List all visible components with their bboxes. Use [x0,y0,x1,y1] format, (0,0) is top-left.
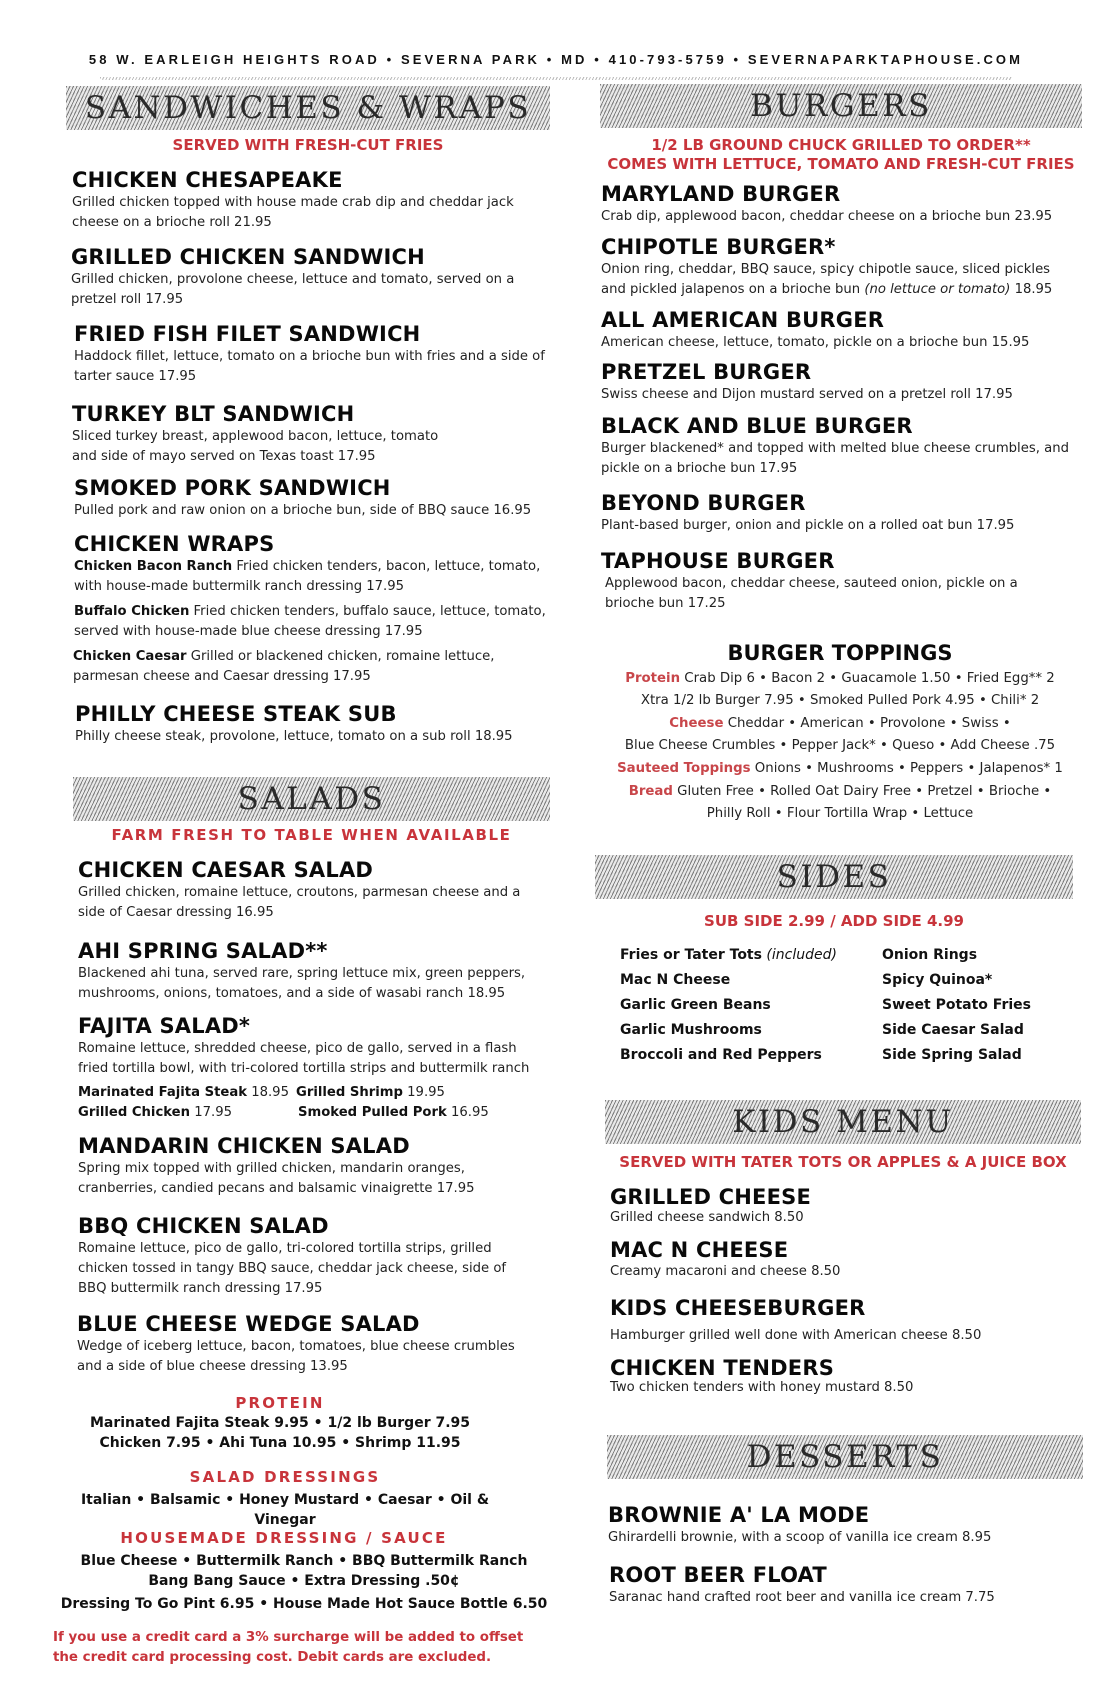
wrap-chicken-caesar [73,647,564,687]
menu-item-beyond-burger [601,491,1081,536]
menu-item-kids-cheeseburger [610,1296,1080,1346]
side-item: Spicy Quinoa* [882,972,993,988]
item-name: SMOKED PORK SANDWICH [74,476,391,500]
item-desc: Burger blackened* and topped with melted blue cheese crumbles, and pickle on a brioche bun 17.95 [601,441,1069,476]
item-desc: Grilled chicken topped with house made crab dip and cheddar jack cheese on a brioche roll 21.95 [72,195,514,230]
menu-item-grilled-chicken-sandwich [71,245,541,310]
item-name: BLUE CHEESE WEDGE SALAD [77,1312,420,1336]
menu-item-turkey-blt [72,402,547,467]
item-name: TURKEY BLT SANDWICH [72,402,355,426]
toppings-group-protein: Protein Crab Dip 6 • Bacon 2 • Guacamole 1.50 • Fried Egg** 2 Xtra 1/2 lb Burger 7.95 • Smoked Pulled Pork 4.95 • Chili* 2 [625,671,1055,708]
toppings-group-sauteed: Sauteed Toppings Onions • Mushrooms • Peppers • Jalapenos* 1 [617,761,1063,776]
item-desc: Blackened ahi tuna, served rare, spring lettuce mix, green peppers, mushrooms, onions, tomatoes, and a side of wasabi ranch 18.95 [78,966,526,1001]
credit-card-surcharge-notice [53,1628,573,1668]
fajita-option: Marinated Fajita Steak 18.95 [78,1085,289,1100]
item-name: BEYOND BURGER [601,491,806,515]
menu-item-pretzel-burger [601,360,1081,405]
desserts-banner [607,1435,1083,1479]
item-name: GRILLED CHEESE [610,1185,812,1209]
toppings-title: BURGER TOPPINGS [727,641,953,665]
side-item: Broccoli and Red Peppers [620,1047,822,1063]
item-desc: Philly cheese steak, provolone, lettuce, tomato on a sub roll 18.95 [75,729,513,744]
wrap-desc: Fried chicken tenders, buffalo sauce, lettuce, tomato, [189,604,546,619]
item-desc: Two chicken tenders with honey mustard 8.50 [610,1380,914,1395]
salads-subtitle: FARM FRESH TO TABLE WHEN AVAILABLE [111,826,512,844]
item-desc: Spring mix topped with grilled chicken, mandarin oranges, cranberries, candied pecans and balsamic vinaigrette 17.95 [78,1161,475,1196]
kids-banner [605,1100,1081,1144]
menu-item-smoked-pork [74,476,554,521]
wrap-label: Buffalo Chicken [74,604,190,619]
surcharge-line: If you use a credit card a 3% surcharge will be added to offset [53,1630,524,1645]
salad-protein-line: Chicken 7.95 • Ahi Tuna 10.95 • Shrimp 11.95 [99,1435,461,1451]
menu-item-kids-mac-n-cheese [610,1238,1080,1281]
item-desc: Swiss cheese and Dijon mustard served on a pretzel roll 17.95 [601,387,1013,402]
sandwiches-subtitle: SERVED WITH FRESH-CUT FRIES [172,136,444,154]
sides-title: SIDES [776,858,892,895]
menu-item-blue-cheese-wedge [77,1312,542,1377]
salad-dressings [60,1468,510,1530]
header-divider [100,77,1012,80]
item-name: KIDS CHEESEBURGER [610,1296,866,1320]
item-name: GRILLED CHICKEN SANDWICH [71,245,425,269]
item-name: CHIPOTLE BURGER* [601,235,836,259]
fajita-option: Grilled Chicken 17.95 [78,1105,232,1120]
sandwiches-banner [66,86,550,130]
menu-item-chipotle-burger [601,235,1081,300]
sandwiches-title: SANDWICHES & WRAPS [84,89,532,126]
menu-item-chicken-caesar-salad [78,858,538,923]
item-name: MARYLAND BURGER [601,182,841,206]
burgers-subtitle [598,136,1084,174]
item-desc: Applewood bacon, cheddar cheese, sauteed onion, pickle on a brioche bun 17.25 [605,576,1018,611]
burger-toppings [600,640,1080,824]
item-desc-line1: Sliced turkey breast, applewood bacon, lettuce, tomato [72,429,439,444]
menu-item-ahi-spring-salad [78,939,543,1004]
item-name: CHICKEN CHESAPEAKE [72,168,343,192]
menu-item-brownie-a-la-mode [608,1503,1088,1548]
housemade-line: Bang Bang Sauce • Extra Dressing .50¢ [148,1573,460,1589]
item-desc: American cheese, lettuce, tomato, pickle on a brioche bun 15.95 [601,335,1030,350]
menu-item-philly-cheese-steak [75,702,565,747]
housemade-dressing-title: HOUSEMADE DRESSING / SAUCE [120,1529,448,1547]
item-desc: Grilled chicken, provolone cheese, lettuce and tomato, served on a pretzel roll 17.95 [71,272,515,307]
surcharge-line: the credit card processing cost. Debit cards are excluded. [53,1650,492,1665]
menu-item-kids-grilled-cheese [610,1185,1080,1226]
side-item: Onion Rings [882,947,978,963]
menu-item-bbq-chicken-salad [78,1214,518,1299]
menu-item-taphouse-burger [601,549,1041,614]
wrap-chicken-bacon-ranch [74,557,564,597]
wrap-desc: Grilled or blackened chicken, romaine lettuce, [186,649,495,664]
menu-item-chicken-wraps [74,532,564,687]
item-name: ROOT BEER FLOAT [609,1563,827,1587]
side-item: Mac N Cheese [620,972,731,988]
salad-protein-title: PROTEIN [235,1394,325,1412]
item-desc: Crab dip, applewood bacon, cheddar cheese on a brioche bun 23.95 [601,209,1053,224]
wrap-desc: with house-made buttermilk ranch dressing 17.95 [74,579,405,594]
toppings-label: Protein [625,671,681,686]
item-desc: Pulled pork and raw onion on a brioche bun, side of BBQ sauce 16.95 [74,503,532,518]
item-name: TAPHOUSE BURGER [601,549,835,573]
item-name: FRIED FISH FILET SANDWICH [74,322,421,346]
burgers-subtitle-line: 1/2 LB GROUND CHUCK GRILLED TO ORDER** [651,136,1031,154]
item-desc: Grilled cheese sandwich 8.50 [610,1210,804,1225]
burgers-title: BURGERS [750,87,932,124]
kids-subtitle: SERVED WITH TATER TOTS OR APPLES & A JUICE BOX [619,1153,1067,1171]
item-desc: Haddock fillet, lettuce, tomato on a brioche bun with fries and a side of tarter sauce 17.95 [74,349,545,384]
item-name: BBQ CHICKEN SALAD [78,1214,329,1238]
restaurant-address: 58 W. EARLEIGH HEIGHTS ROAD • SEVERNA PARK • MD • 410-793-5759 • SEVERNAPARKTAPHOUSE.COM [88,52,1024,67]
item-name: MANDARIN CHICKEN SALAD [78,1134,410,1158]
menu-item-root-beer-float [609,1563,1089,1608]
wrap-desc: served with house-made blue cheese dressing 17.95 [74,624,423,639]
fajita-option: Grilled Shrimp 19.95 [296,1085,445,1100]
item-desc: Romaine lettuce, pico de gallo, tri-colored tortilla strips, grilled chicken tossed in tangy BBQ sauce, cheddar jack cheese, side of BBQ buttermilk ranch dressing 17.95 [78,1241,507,1296]
menu-item-mandarin-chicken-salad [78,1134,518,1199]
fajita-options [78,1083,548,1123]
menu-item-chicken-chesapeake [72,168,542,233]
item-name: ALL AMERICAN BURGER [601,308,885,332]
item-name: BROWNIE A' LA MODE [608,1503,870,1527]
menu-item-kids-chicken-tenders [610,1356,1080,1395]
side-item: Side Caesar Salad [882,1022,1024,1038]
toppings-label: Sauteed Toppings [617,761,751,776]
item-desc: Saranac hand crafted root beer and vanilla ice cream 7.75 [609,1590,995,1605]
item-desc-line2: and side of mayo served on Texas toast 17.95 [72,449,376,464]
wrap-label: Chicken Caesar [73,649,187,664]
menu-item-fried-fish-filet [74,322,549,387]
burgers-subtitle-line: COMES WITH LETTUCE, TOMATO AND FRESH-CUT FRIES [607,155,1075,173]
side-item: Sweet Potato Fries [882,997,1031,1013]
item-desc-line1: Onion ring, cheddar, BBQ sauce, spicy chipotle sauce, sliced pickles [601,262,1051,277]
kids-title: KIDS MENU [732,1103,954,1140]
housemade-line: Blue Cheese • Buttermilk Ranch • BBQ Buttermilk Ranch [80,1553,528,1569]
menu-item-black-and-blue-burger [601,414,1069,479]
wrap-label: Chicken Bacon Ranch [74,559,233,574]
salads-title: SALADS [237,780,386,817]
sides-banner [595,855,1073,899]
item-name: CHICKEN CAESAR SALAD [78,858,374,882]
wrap-buffalo-chicken [74,602,564,642]
item-name: MAC N CHEESE [610,1238,789,1262]
burgers-banner [600,84,1082,128]
item-desc: Ghirardelli brownie, with a scoop of vanilla ice cream 8.95 [608,1530,992,1545]
sides-subtitle: SUB SIDE 2.99 / ADD SIDE 4.99 [704,912,964,930]
menu-item-fajita-salad [78,1014,548,1123]
salad-dressings-title: SALAD DRESSINGS [189,1468,381,1486]
item-name: AHI SPRING SALAD** [78,939,328,963]
item-name: CHICKEN WRAPS [74,532,275,556]
wrap-desc: Fried chicken tenders, bacon, lettuce, tomato, [232,559,541,574]
side-item: Fries or Tater Tots (included) [620,947,837,963]
fajita-option: Smoked Pulled Pork 16.95 [298,1105,489,1120]
item-desc: Grilled chicken, romaine lettuce, croutons, parmesan cheese and a side of Caesar dressing 16.95 [78,885,521,920]
item-desc-line2: and pickled jalapenos on a brioche bun (no lettuce or tomato) 18.95 [601,282,1053,297]
desserts-title: DESSERTS [746,1438,944,1475]
item-name: FAJITA SALAD* [78,1014,251,1038]
salad-protein-line: Marinated Fajita Steak 9.95 • 1/2 lb Burger 7.95 [89,1415,471,1431]
item-name: CHICKEN TENDERS [610,1356,835,1380]
housemade-dressing [60,1529,548,1614]
item-desc: Hamburger grilled well done with American cheese 8.50 [610,1328,982,1343]
toppings-group-cheese: Cheese Cheddar • American • Provolone • Swiss • Blue Cheese Crumbles • Pepper Jack* • Queso • Add Cheese .75 [624,716,1056,753]
sides-list [620,945,1080,1066]
wrap-desc: parmesan cheese and Caesar dressing 17.95 [73,669,371,684]
side-item: Side Spring Salad [882,1047,1022,1063]
housemade-line: Dressing To Go Pint 6.95 • House Made Hot Sauce Bottle 6.50 [60,1596,548,1612]
item-name: BLACK AND BLUE BURGER [601,414,913,438]
side-item: Garlic Green Beans [620,997,771,1013]
item-desc: Creamy macaroni and cheese 8.50 [610,1264,841,1279]
toppings-label: Bread [628,784,673,799]
item-desc: Wedge of iceberg lettuce, bacon, tomatoes, blue cheese crumbles and a side of blue cheese dressing 13.95 [77,1339,515,1374]
menu-item-maryland-burger [601,182,1081,227]
item-name: PRETZEL BURGER [601,360,812,384]
item-name: PHILLY CHEESE STEAK SUB [75,702,397,726]
item-desc: Plant-based burger, onion and pickle on a rolled oat bun 17.95 [601,518,1015,533]
side-item: Garlic Mushrooms [620,1022,762,1038]
salads-banner [73,777,550,821]
salad-dressings-line: Italian • Balsamic • Honey Mustard • Caesar • Oil & Vinegar [80,1492,490,1528]
salad-protein [60,1394,500,1453]
menu-item-all-american-burger [601,308,1081,353]
item-desc: Romaine lettuce, shredded cheese, pico de gallo, served in a flash fried tortilla bowl, with tri-colored tortilla strips and buttermilk ranch [78,1041,530,1076]
toppings-label: Cheese [669,716,724,731]
toppings-group-bread: Bread Gluten Free • Rolled Oat Dairy Free • Pretzel • Brioche • Philly Roll • Flour Tortilla Wrap • Lettuce [628,784,1052,821]
